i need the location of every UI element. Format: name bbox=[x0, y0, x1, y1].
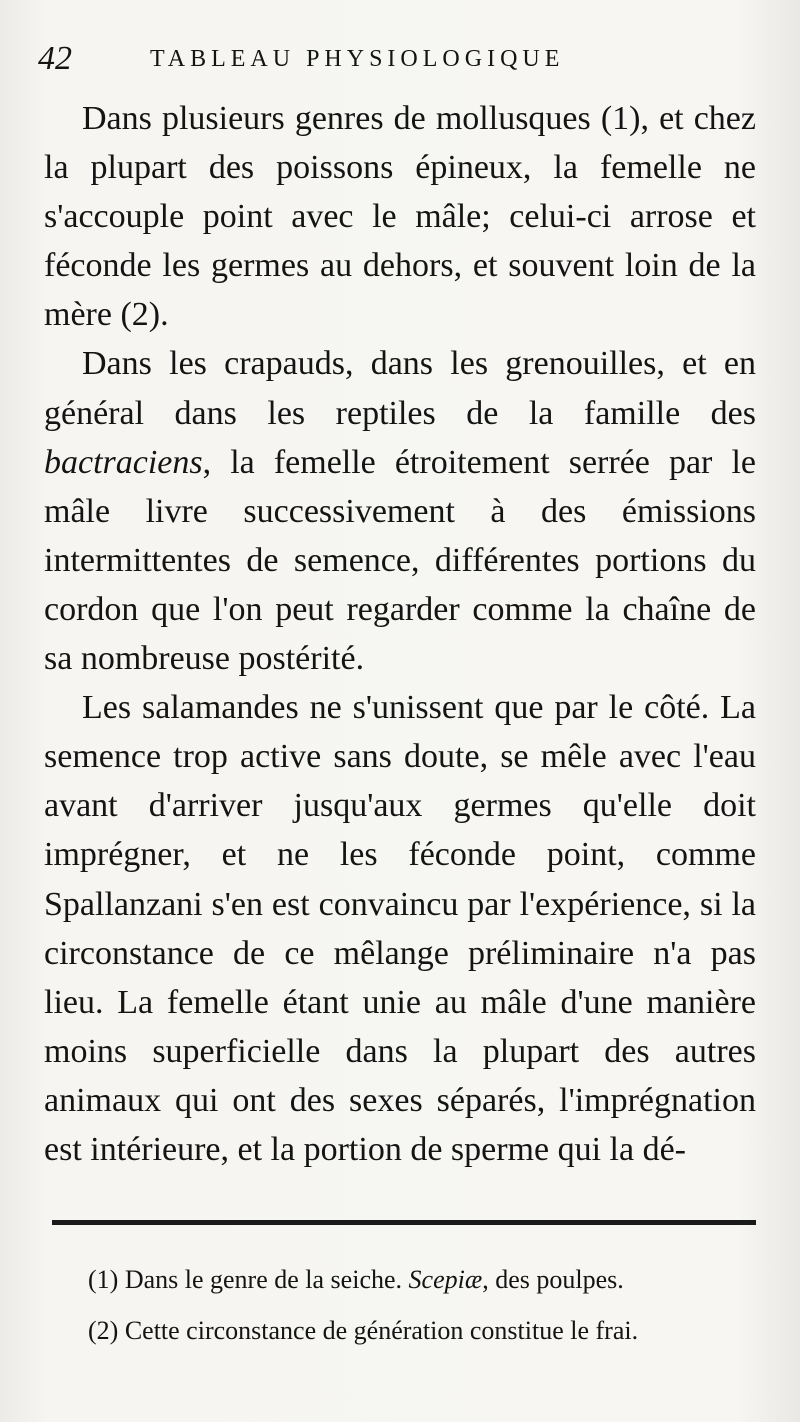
paragraph-2-italic-term: bactraciens bbox=[44, 443, 203, 481]
footnotes bbox=[52, 1254, 756, 1356]
running-head bbox=[38, 40, 648, 80]
footnote-1-text-a: (1) Dans le genre de la seiche. bbox=[88, 1265, 409, 1294]
footnote-1 bbox=[52, 1254, 756, 1305]
paragraph-3: Les salamandes ne s'unissent que par le côté. La semence trop active sans doute, se mêle avec l'eau avant d'arriver jusqu'aux germes qu'elle doit imprégner, et ne les féconde point, comme Spallanzani s'en est convaincu par l'expérience, si la circonstance de ce mêlange préliminaire n'a pas lieu. La femelle étant unie au mâle d'une manière moins superficielle dans la plupart des autres animaux qui ont des sexes séparés, l'imprégnation est intérieure, et la portion de sperme qui la dé- bbox=[44, 689, 756, 1168]
footnote-rule bbox=[52, 1220, 756, 1225]
paragraph-1: Dans plusieurs genres de mollusques (1), et chez la plupart des poissons épineux, la femelle ne s'accouple point avec le mâle; celui-ci arrose et féconde les germes au dehors, et souvent loin de la mère (2). bbox=[44, 100, 756, 334]
paragraph-2-text-a: Dans les crapauds, dans les grenouilles, et en général dans les reptiles de la famille des bbox=[44, 345, 756, 432]
footnote-1-text-b: , des poulpes. bbox=[482, 1265, 624, 1294]
footnote-2: (2) Cette circonstance de génération constitue le frai. bbox=[88, 1316, 639, 1345]
main-text bbox=[44, 94, 756, 1174]
paragraph-2-text-b: , la femelle étroitement serrée par le mâle livre successivement à des émissions intermittentes de semence, différentes portions du cordon que l'on peut regarder comme la chaîne de sa nombreuse postérité. bbox=[44, 443, 756, 678]
footnote-1-italic-term: Scepiæ bbox=[408, 1265, 483, 1294]
paragraph-2 bbox=[44, 339, 756, 683]
running-head-title: TABLEAU PHYSIOLOGIQUE bbox=[150, 46, 565, 72]
page-number: 42 bbox=[38, 40, 72, 77]
